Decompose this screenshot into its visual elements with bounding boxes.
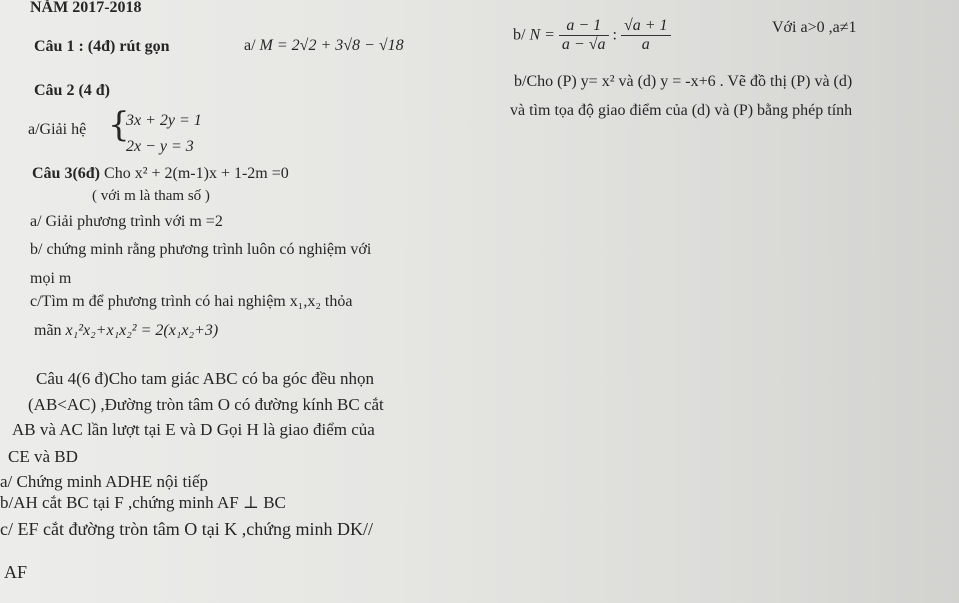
q2-b-line-2: và tìm tọa độ giao điểm của (d) và (P) bằng phép tính (510, 102, 853, 119)
q1-b-lhs: N = (529, 26, 555, 44)
q3-c-expression: x₁²x₂+x₁x₂² = 2(x₁x₂+3) (65, 322, 219, 339)
q2-label: Câu 2 (4 đ) (34, 82, 111, 99)
q2-equation-1: 3x + 2y = 1 (126, 112, 202, 129)
q2-a-prefix: a/Giải hệ (28, 121, 87, 138)
q4-line-2: (AB<AC) ,Đường tròn tâm O có đường kính BC cắt (28, 395, 384, 414)
q4-line-4: CE và BD (8, 447, 78, 466)
q3-part-c-line-1: c/Tìm m để phương trình có hai nghiệm x₁,x₂ thỏa (30, 293, 353, 310)
q4-line-3: AB và AC lần lượt tại E và D Gọi H là giao điểm của (12, 420, 375, 439)
q1-part-a (244, 38, 404, 54)
q1-b-frac2-numerator: √a + 1 (621, 18, 671, 36)
q3-equation: Cho x² + 2(m-1)x + 1-2m =0 (104, 165, 289, 182)
q1-condition: Với a>0 ,a≠1 (772, 19, 857, 36)
q1-b-division: : (612, 26, 617, 44)
q1-a-expression: M = 2√2 + 3√8 − √18 (259, 37, 404, 54)
q1-b-frac1-numerator: a − 1 (559, 18, 609, 36)
q1-b-fraction-2 (621, 18, 671, 53)
system-brace: { (108, 105, 130, 145)
q3-header (32, 166, 289, 182)
q4-part-c-line-1: c/ EF cắt đường tròn tâm O tại K ,chứng minh DK// (0, 519, 373, 539)
q1-b-frac2-denominator: a (641, 36, 650, 53)
q4-part-c-line-2: AF (4, 562, 28, 582)
exam-year: NĂM 2017-2018 (30, 0, 142, 16)
q3-part-b-line-2: mọi m (30, 270, 72, 287)
q1-a-prefix: a/ (244, 37, 256, 54)
q3-label: Câu 3(6đ) (32, 165, 101, 182)
q3-part-c-line-2 (34, 323, 218, 339)
q3-part-a: a/ Giải phương trình với m =2 (30, 213, 223, 230)
q2-b-line-1: b/Cho (P) y= x² và (d) y = -x+6 . Vẽ đồ thị (P) và (d) (514, 73, 853, 90)
q1-label: Câu 1 : (4đ) rút gọn (34, 38, 170, 55)
q3-c-label: mãn (34, 322, 62, 339)
q2-equation-2: 2x − y = 3 (126, 138, 194, 155)
q4-part-a: a/ Chứng minh ADHE nội tiếp (0, 472, 209, 491)
q4-part-b: b/AH cắt BC tại F ,chứng minh AF ⊥ BC (0, 493, 286, 512)
q4-line-1: Câu 4(6 đ)Cho tam giác ABC có ba góc đều nhọn (36, 369, 375, 388)
q3-part-b-line-1: b/ chứng minh rằng phương trình luôn có nghiệm với (30, 241, 372, 258)
q1-part-b (513, 18, 671, 53)
q1-b-prefix: b/ (513, 26, 526, 44)
q1-b-fraction-1 (559, 18, 609, 53)
q1-b-frac1-denominator: a − √a (561, 36, 606, 53)
q3-note: ( với m là tham số ) (92, 188, 210, 204)
